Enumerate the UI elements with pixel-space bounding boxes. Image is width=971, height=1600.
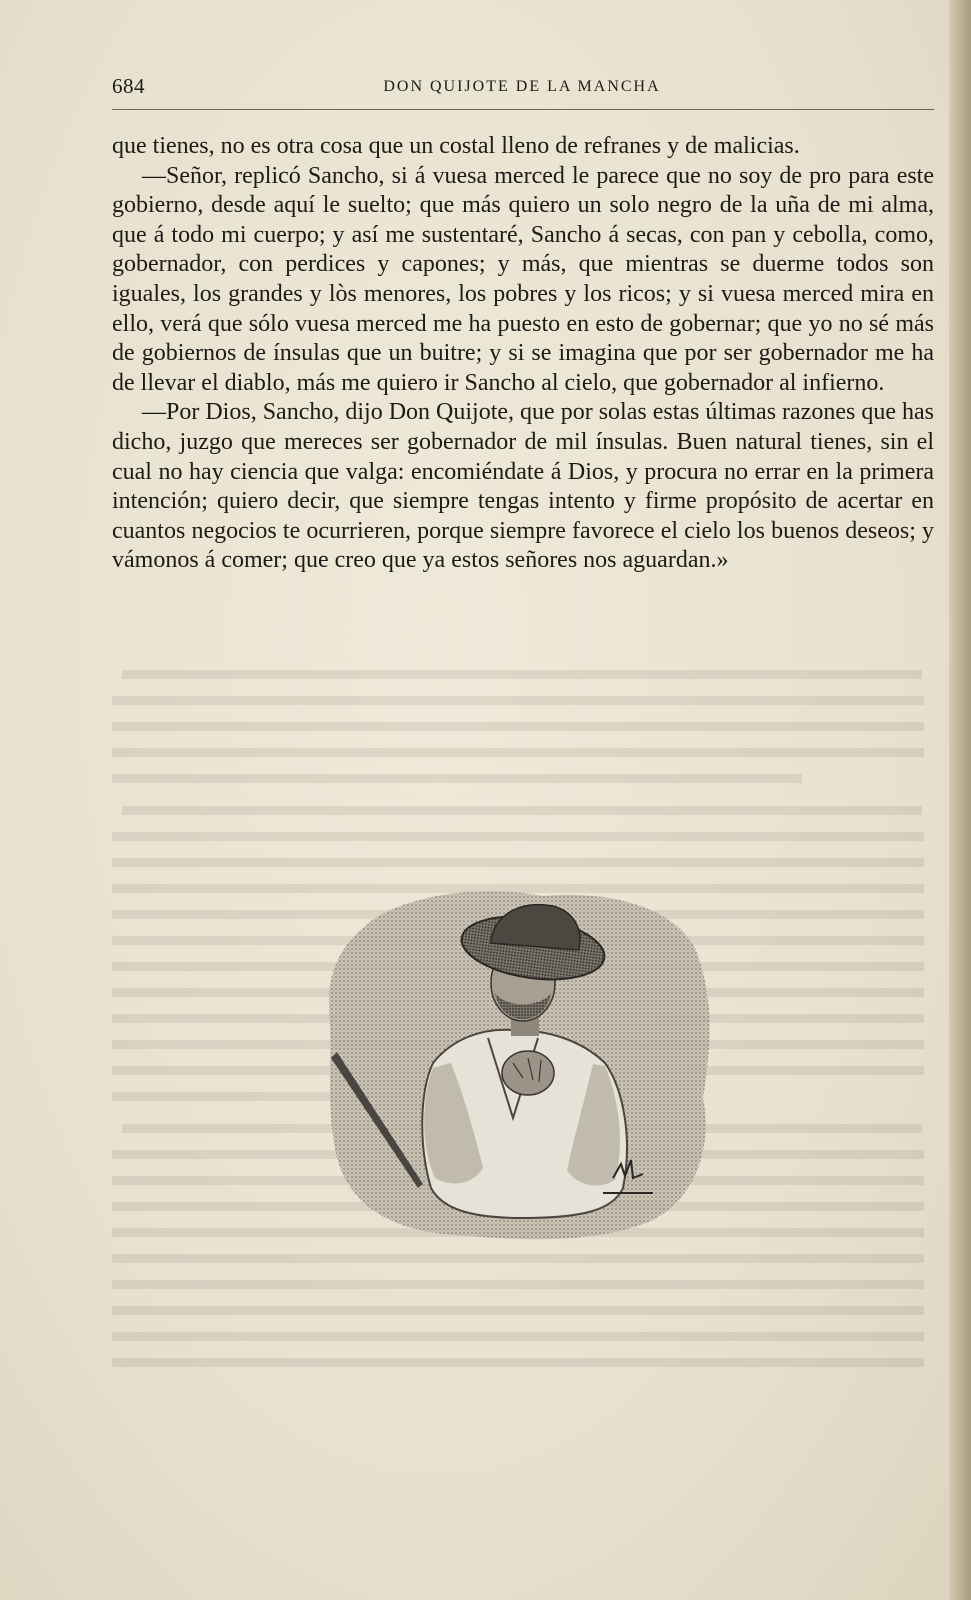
page-number: 684 [112,74,145,98]
paragraph-2: —Señor, replicó Sancho, si á vuesa merced le parece que no soy de pro para este gobierno, desde aquí le suelto; que más quiero un solo negro de la uña de mi alma, que á todo mi cuerpo; y así me sustentaré, Sancho á secas, con pan y cebolla, como, gobernador, con perdices y capones; y más, que mientras se duerme todos son iguales, los grandes y lòs menores, los pobres y los ricos; y si vuesa merced mira en ello, verá que sólo vuesa merced me ha puesto en esto de gobernar; que yo no sé más de gobiernos de ínsulas que un buitre; y si se imagina que por ser gobernador me ha de llevar el diablo, más me quiero ir Sancho al cielo, que gobernador al infierno. [112,162,934,396]
running-title: DON QUIJOTE DE LA MANCHA [383,78,661,95]
paragraph-3: —Por Dios, Sancho, dijo Don Quijote, que por solas estas últimas razones que has dicho, juzgo que mereces ser gobernador de mil ínsulas. Buen natural tienes, sin el cual no hay ciencia que valga: encomiéndate á Dios, y procura no errar en la primera intención; quiero decir, que siempre tengas intento y firme propósito de acertar en cuantos negocios te ocurrieren, porque siempre favorece el cielo los buenos deseos; y vámonos á comer; que creo que ya estos señores nos aguardan.» [112,399,934,574]
engraving-man-praying-icon [323,888,713,1248]
running-header [112,72,934,100]
page-edge [949,0,971,1600]
header-rule [112,109,934,110]
paragraph-1: que tienes, no es otra cosa que un costal lleno de refranes y de malicias. [112,133,800,159]
body-text [112,132,934,576]
